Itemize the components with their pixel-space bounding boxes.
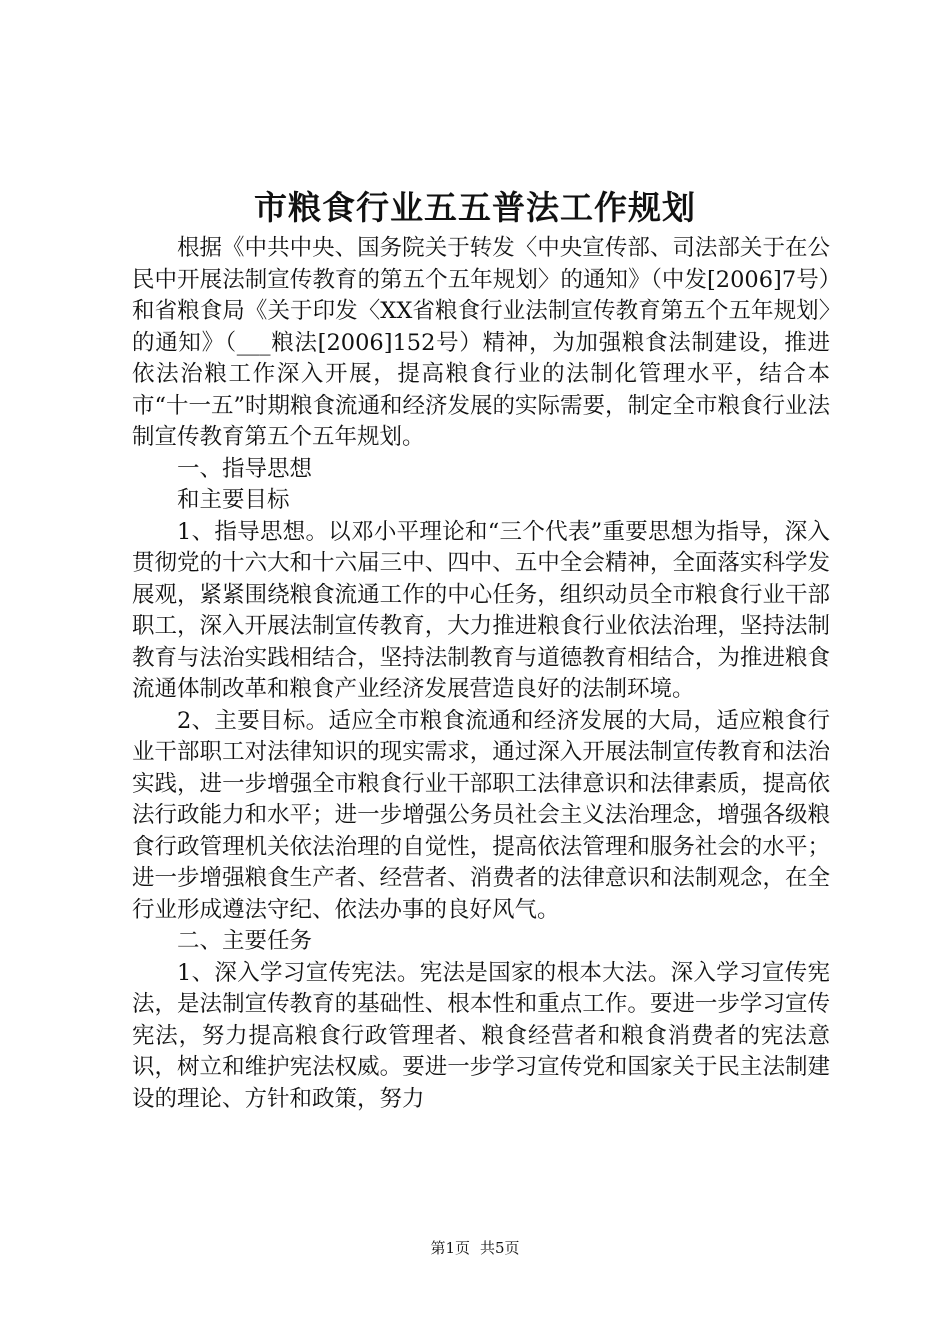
document-title: 市粮食行业五五普法工作规划: [254, 188, 696, 227]
page-total: 共5页: [480, 1239, 520, 1257]
intro-paragraph: 根据《中共中央、国务院关于转发〈中央宣传部、司法部关于在公民中开展法制宣传教育的第五个五年规划〉的通知》（中发[2006]7号）和省粮食局《关于印发〈XX省粮食行业法制宣传教育第五个五年规划〉的通知》（___粮法[2006]152号）精神，为加强粮食法制建设，推进依法治粮工作深入开展，提高粮食行业的法制化管理水平，结合本市“十一五”时期粮食流通和经济发展的实际需要，制定全市粮食行业法制宣传教育第五个五年规划。: [132, 235, 831, 450]
paragraph-constitution: 1、深入学习宣传宪法。宪法是国家的根本大法。深入学习宣传宪法，是法制宣传教育的基础性、根本性和重点工作。要进一步学习宣传宪法，努力提高粮食行政管理者、粮食经营者和粮食消费者的宪法意识，树立和维护宪法权威。要进一步学习宣传党和国家关于民主法制建设的理论、方针和政策，努力: [132, 959, 830, 1112]
section-heading-main-tasks: 二、主要任务: [177, 928, 313, 954]
page-footer: [0, 1238, 950, 1258]
section-heading-guiding-thought: 一、指导思想: [177, 455, 313, 482]
section-heading-main-goals: 和主要目标: [177, 487, 290, 513]
paragraph-main-goals: 2、主要目标。适应全市粮食流通和经济发展的大局，适应粮食行业干部职工对法律知识的现实需求，通过深入开展法制宣传教育和法治实践，进一步增强全市粮食行业干部职工法律意识和法律素质，提高依法行政能力和水平；进一步增强公务员社会主义法治理念，增强各级粮食行政管理机关依法治理的自觉性，提高依法管理和服务社会的水平；进一步增强粮食生产者、经营者、消费者的法律意识和法制观念，在全行业形成遵法守纪、依法办事的良好风气。: [132, 707, 830, 923]
document-body: [132, 233, 830, 1115]
paragraph-guiding-thought: 1、指导思想。以邓小平理论和“三个代表”重要思想为指导，深入贯彻党的十六大和十六届三中、四中、五中全会精神，全面落实科学发展观，紧紧围绕粮食流通工作的中心任务，组织动员全市粮食行业干部职工，深入开展法制宣传教育，大力推进粮食行业依法治理，坚持法制教育与法治实践相结合，坚持法制教育与道德教育相结合，为推进粮食流通体制改革和粮食产业经济发展营造良好的法制环境。: [132, 518, 830, 702]
page-number: 第1页: [430, 1239, 470, 1257]
